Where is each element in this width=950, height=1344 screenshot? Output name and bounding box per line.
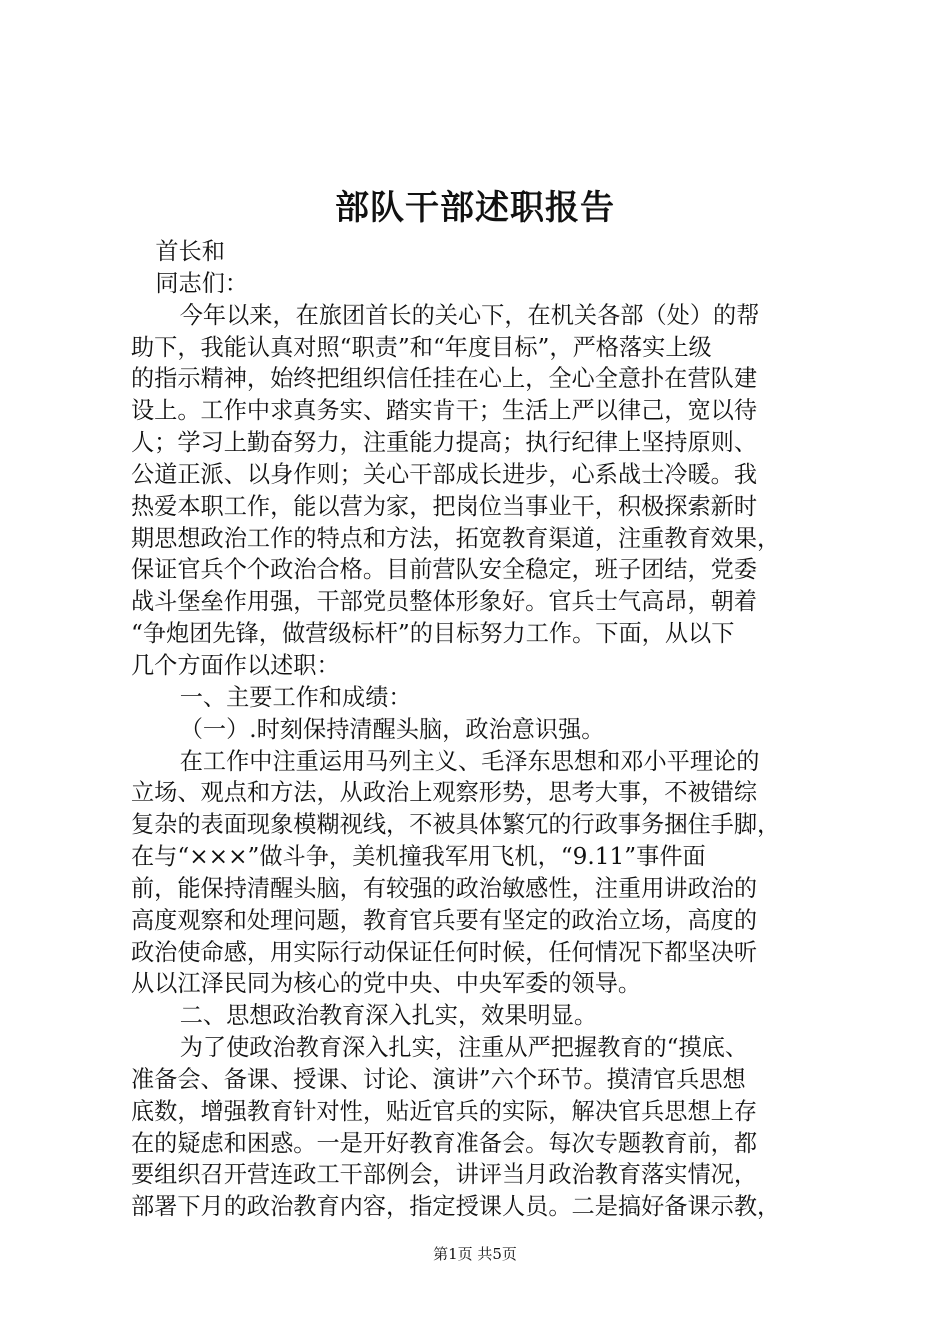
body-line: 公道正派、以身作则；关心干部成长进步，心系战士冷暖。我 [131,460,758,488]
body-line: 设上。工作中求真务实、踏实肯干；生活上严以律己，宽以待 [131,397,758,425]
document-title: 部队干部述职报告 [335,188,615,228]
body-line: 保证官兵个个政治合格。目前营队安全稳定，班子团结，党委 [131,556,758,584]
body-line: 立场、观点和方法，从政治上观察形势，思考大事，不被错综 [131,779,758,807]
body-line: 准备会、备课、授课、讨论、演讲”六个环节。摸清官兵思想 [131,1065,746,1093]
body-line: （一）.时刻保持清醒头脑，政治意识强。 [179,715,605,743]
body-line: 首长和 [155,238,225,265]
body-line: 在的疑虑和困惑。一是开好教育准备会。每次专题教育前，都 [131,1129,758,1157]
body-line: 在与“×××”做斗争，美机撞我军用飞机，“9.11”事件面 [131,843,706,871]
body-line: 政治使命感，用实际行动保证任何时候，任何情况下都坚决听 [131,938,758,966]
body-line: 战斗堡垒作用强，干部党员整体形象好。官兵士气高昂，朝着 [131,588,758,616]
body-line: 部署下月的政治教育内容，指定授课人员。二是搞好备课示教， [131,1193,781,1221]
body-line: 今年以来，在旅团首长的关心下，在机关各部（处）的帮 [179,301,760,329]
body-line: 前，能保持清醒头脑，有较强的政治敏感性，注重用讲政治的 [131,874,758,902]
body-line: 底数，增强教育针对性，贴近官兵的实际，解决官兵思想上存 [131,1097,758,1125]
body-line: 热爱本职工作，能以营为家，把岗位当事业干，积极探索新时 [131,492,758,520]
body-line: 同志们： [155,269,249,297]
body-line: 几个方面作以述职： [131,651,340,679]
body-line: 要组织召开营连政工干部例会，讲评当月政治教育落实情况， [131,1161,758,1189]
body-line: 复杂的表面现象模糊视线，不被具体繁冗的行政事务捆住手脚， [131,811,781,839]
body-line: 为了使政治教育深入扎实，注重从严把握教育的“摸底、 [179,1034,749,1062]
body-line: 助下，我能认真对照“职责”和“年度目标”，严格落实上级 [131,333,712,361]
body-line: 一、主要工作和成绩： [179,683,412,711]
body-line: 在工作中注重运用马列主义、毛泽东思想和邓小平理论的 [179,747,760,775]
body-line: “争炮团先锋，做营级标杆”的目标努力工作。下面，从以下 [131,620,735,648]
document-body [131,236,831,1223]
body-line: 高度观察和处理问题，教育官兵要有坚定的政治立场，高度的 [131,906,758,934]
body-line: 二、思想政治教育深入扎实，效果明显。 [179,1002,598,1030]
page-footer: 第1页 共5页 [433,1245,517,1263]
body-line: 的指示精神，始终把组织信任挂在心上，全心全意扑在营队建 [131,365,758,393]
body-line: 从以江泽民同为核心的党中央、中央军委的领导。 [131,970,642,998]
body-line: 期思想政治工作的特点和方法，拓宽教育渠道，注重教育效果， [131,524,781,552]
body-line: 人；学习上勤奋努力，注重能力提高；执行纪律上坚持原则、 [131,429,758,457]
